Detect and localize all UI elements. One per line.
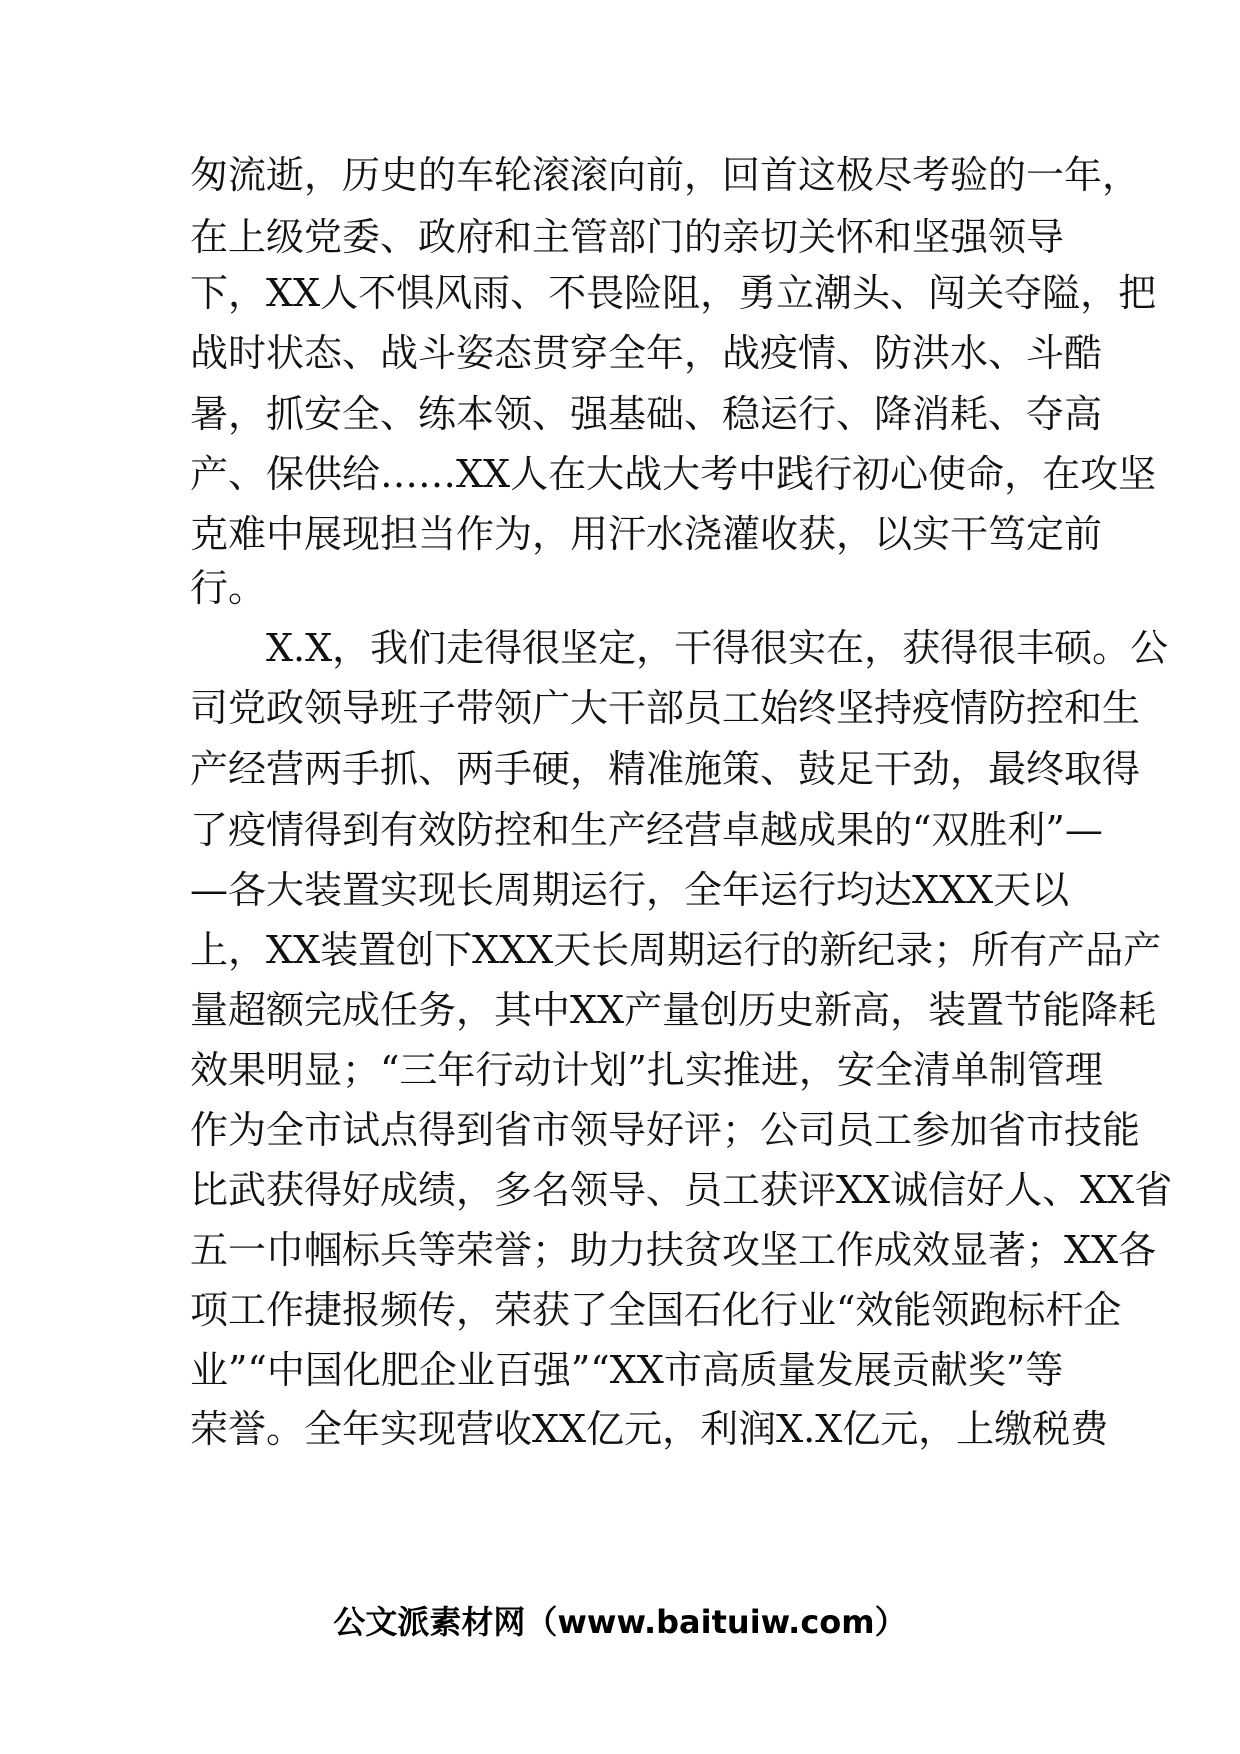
text-line: 克难中展现担当作为，用汗水浇灌收获，以实干笃定前	[190, 512, 1103, 556]
text-line: 了疫情得到有效防控和生产经营卓越成果的“双胜利”—	[190, 808, 1103, 852]
text-line: 比武获得好成绩，多名领导、员工获评XX诚信好人、XX省	[190, 1168, 1173, 1212]
text-line: 量超额完成任务，其中XX产量创历史新高，装置节能降耗	[190, 988, 1157, 1032]
text-line: 荣誉。全年实现营收XX亿元，利润X.X亿元，上缴税费	[190, 1407, 1109, 1451]
text-line: 匆流逝，历史的车轮滚滚向前，回首这极尽考验的一年，	[190, 153, 1141, 197]
text-line: —各大装置实现长周期运行，全年运行均达XXX天以	[190, 868, 1070, 912]
text-line: 五一巾帼标兵等荣誉；助力扶贫攻坚工作成效显著；XX各	[190, 1228, 1157, 1272]
text-line: 业”“中国化肥企业百强”“XX市高质量发展贡献奖”等	[190, 1348, 1064, 1392]
text-line: 在上级党委、政府和主管部门的亲切关怀和坚强领导	[190, 215, 1065, 259]
footer-watermark: 公文派素材网（www.baituiw.com）	[333, 1603, 907, 1641]
text-line: 战时状态、战斗姿态贯穿全年，战疫情、防洪水、斗酷	[190, 331, 1103, 375]
text-line: 上，XX装置创下XXX天长周期运行的新纪录；所有产品产	[190, 928, 1162, 972]
text-line: X.X，我们走得很坚定，干得很实在，获得很丰硕。公	[266, 626, 1169, 670]
text-line: 产经营两手抓、两手硬，精准施策、鼓足干劲，最终取得	[190, 747, 1141, 791]
text-line: 司党政领导班子带领广大干部员工始终坚持疫情防控和生	[190, 686, 1141, 730]
text-line: 效果明显；“三年行动计划”扎实推进，安全清单制管理	[190, 1048, 1103, 1092]
text-line: 行。	[190, 566, 267, 610]
text-line: 下，XX人不惧风雨、不畏险阻，勇立潮头、闯关夺隘，把	[190, 271, 1157, 315]
text-line: 项工作捷报频传，荣获了全国石化行业“效能领跑标杆企	[190, 1288, 1122, 1332]
text-line: 作为全市试点得到省市领导好评；公司员工参加省市技能	[190, 1108, 1141, 1152]
text-line: 产、保供给……XX人在大战大考中践行初心使命，在攻坚	[190, 452, 1157, 496]
text-line: 暑，抓安全、练本领、强基础、稳运行、降消耗、夺高	[190, 392, 1103, 436]
